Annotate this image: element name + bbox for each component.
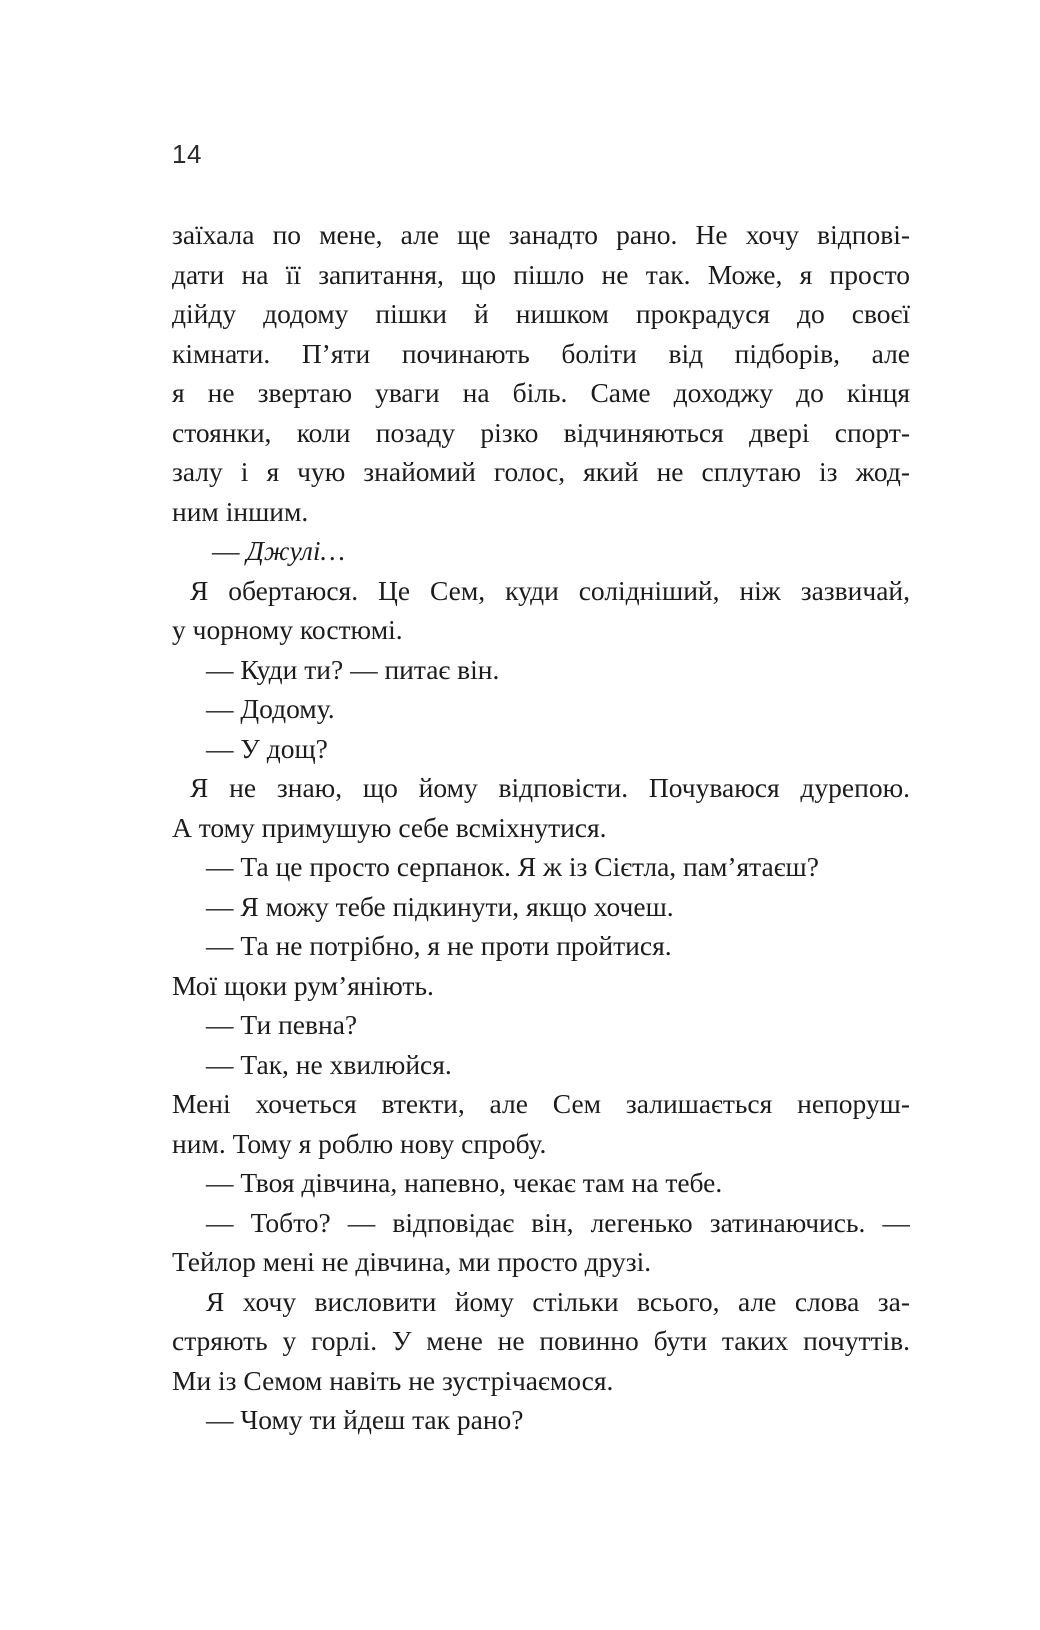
paragraph <box>172 1005 910 1045</box>
text-line: — Я можу тебе підкинути, якщо хочеш. <box>206 890 674 922</box>
paragraph <box>172 1203 910 1282</box>
text-line: А тому примушую себе всміхнутися. <box>172 811 607 843</box>
paragraph <box>172 650 910 690</box>
paragraph <box>172 1163 910 1203</box>
paragraph <box>172 1282 910 1401</box>
text-line: — Ти певна? <box>206 1009 358 1040</box>
text-line <box>172 531 910 571</box>
paragraph <box>172 531 910 571</box>
text-segment: — <box>212 535 247 566</box>
text-line: — Тобто? — відповідає він, легенько затинаючись. — <box>206 1206 910 1238</box>
text-line: Мої щоки рум’яніють. <box>172 969 434 1001</box>
text-line: заїхала по мене, але ще занадто рано. Не хочу відпові- <box>172 219 910 250</box>
text-line: Мені хочеться втекти, але Сем залишається непоруш- <box>172 1088 910 1119</box>
text-line: дати на її запитання, що пішло не так. Може, я просто <box>172 258 910 290</box>
text-line: я не звертаю уваги на біль. Саме доходжу до кінця <box>172 377 910 408</box>
paragraph <box>172 887 910 927</box>
text-line: — Так, не хвилюйся. <box>206 1048 452 1080</box>
paragraph <box>172 729 910 769</box>
text-line: дійду додому пішки й нишком прокрадуся до своєї <box>172 298 910 329</box>
text-line: Тейлор мені не дівчина, ми просто друзі. <box>172 1246 652 1277</box>
paragraph <box>172 847 910 887</box>
text-line: залу і я чую знайомий голос, який не сплутаю із жод- <box>172 456 910 487</box>
page-body <box>172 215 910 1440</box>
text-line: стряють у горлі. У мене не повинно бути таких почуттів. <box>172 1325 910 1356</box>
paragraph <box>172 689 910 729</box>
italic-text: Джулі… <box>246 535 346 566</box>
text-line: — Та це просто серпанок. Я ж із Сієтла, пам’ятаєш? <box>206 851 819 882</box>
paragraph <box>172 571 910 650</box>
paragraph <box>172 215 910 531</box>
text-line: у чорному костюмі. <box>172 614 403 645</box>
paragraph <box>172 926 910 966</box>
text-line: Я хочу висловити йому стільки всього, але слова за- <box>206 1285 910 1317</box>
text-line: — У дощ? <box>206 732 328 764</box>
text-line: Я не знаю, що йому відповісти. Почуваюся дурепою. <box>190 772 910 803</box>
text-line: — Та не потрібно, я не проти пройтися. <box>206 930 672 961</box>
text-line: — Куди ти? — питає він. <box>206 653 500 685</box>
text-line: — Додому. <box>206 693 335 724</box>
text-line: ним іншим. <box>172 495 309 527</box>
paragraph <box>172 1045 910 1085</box>
text-line: Ми із Семом навіть не зустрічаємося. <box>172 1364 614 1396</box>
text-line: — Чому ти йдеш так рано? <box>206 1404 524 1435</box>
text-line: кімнати. П’яти починають боліти від підборів, але <box>172 337 910 369</box>
paragraph <box>172 768 910 847</box>
page-number: 14 <box>172 139 202 169</box>
text-line: — Твоя дівчина, напевно, чекає там на тебе. <box>206 1167 723 1198</box>
text-line: ним. Тому я роблю нову спробу. <box>172 1127 547 1159</box>
paragraph <box>172 966 910 1006</box>
paragraph <box>172 1400 910 1440</box>
text-line: Я обертаюся. Це Сем, куди солідніший, ніж зазвичай, <box>190 574 910 606</box>
text-line: стоянки, коли позаду різко відчиняються двері спорт- <box>172 416 910 448</box>
paragraph <box>172 1084 910 1163</box>
